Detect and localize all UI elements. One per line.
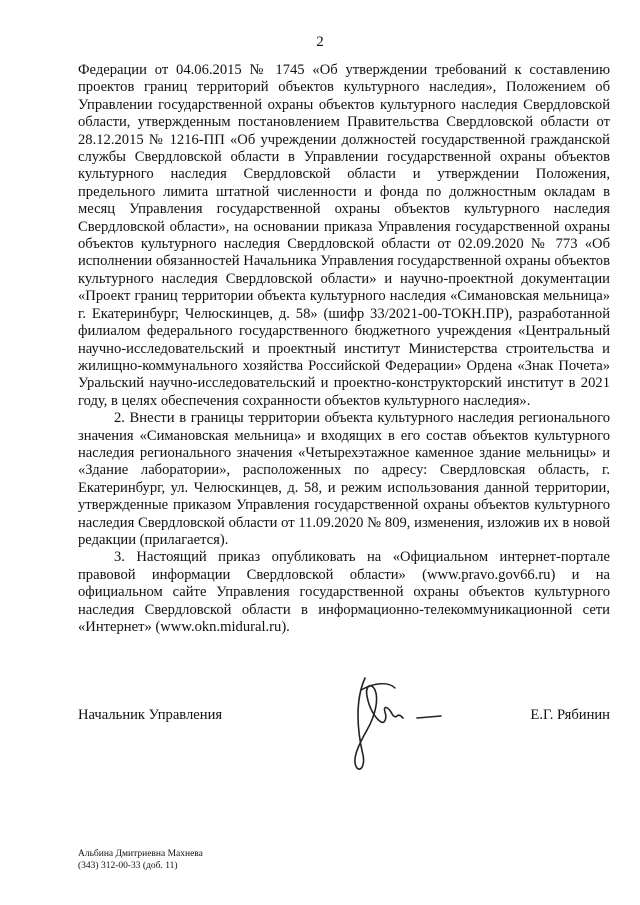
document-body	[78, 62, 610, 636]
paragraph-item-2: 2. Внести в границы территории объекта культурного наследия регионального значения «Симановская мельница» и входящих в его состав объектов культурного наследия регионального значения «Четырехэтажное каменное здание мельницы» и «Здание лаборатории», расположенных по адресу: Свердловская область, г. Екатеринбург, ул. Челюскинцев, д. 58, и режим использования данной территории, утвержденные приказом Управления государственной охраны объектов культурного наследия Свердловской области от 11.09.2020 № 809, изменения, изложив их в новой редакции (прилагается).	[78, 410, 610, 548]
executor-phone: (343) 312-00-33 (доб. 11)	[78, 861, 178, 871]
paragraph-item-3: 3. Настоящий приказ опубликовать на «Официальном интернет-портале правовой информации Свердловской области» (www.pravo.gov66.ru) и на официальном сайте Управления государственной охраны объектов культурного наследия Свердловской области в информационно-телекоммуникационной сети «Интернет» (www.okn.midural.ru).	[78, 549, 610, 635]
executor-info	[78, 848, 203, 872]
page-number: 2	[316, 34, 324, 50]
handwritten-signature	[335, 660, 455, 780]
signatory-title: Начальник Управления	[78, 707, 223, 723]
executor-name: Альбина Дмитриевна Махнева	[78, 849, 203, 859]
signatory-name: Е.Г. Рябинин	[530, 707, 610, 723]
paragraph-continuation: Федерации от 04.06.2015 № 1745 «Об утверждении требований к составлению проектов границ территорий объектов культурного наследия», Положением об Управлении государственной охраны объектов культурного наследия Свердловской области, утвержденным постановлением Правительства Свердловской области от 28.12.2015 № 1216-ПП «Об учреждении должностей государственной гражданской службы Свердловской области в Управлении государственной охраны объектов культурного наследия Свердловской области и утверждении Положения, предельного лимита штатной численности и фонда по должностным окладам в месяц Управления государственной охраны объектов культурного наследия Свердловской области», на основании приказа Управления государственной охраны объектов культурного наследия Свердловской области от 02.09.2020 № 773 «Об исполнении обязанностей Начальника Управления государственной охраны объектов культурного наследия Свердловской области» и научно-проектной документации «Проект границ территории объекта культурного наследия «Симановская мельница» г. Екатеринбург, Челюскинцев, д. 58» (шифр 33/2021-00-ТОКН.ПР), разработанной филиалом федерального государственного бюджетного учреждения «Центральный научно-исследовательский и проектный институт Министерства строительства и жилищно-коммунального хозяйства Российской Федерации» Ордена «Знак Почета» Уральский научно-исследовательский и проектно-конструкторский институт в 2021 году, в целях обеспечения сохранности объектов культурного наследия».	[78, 62, 610, 409]
